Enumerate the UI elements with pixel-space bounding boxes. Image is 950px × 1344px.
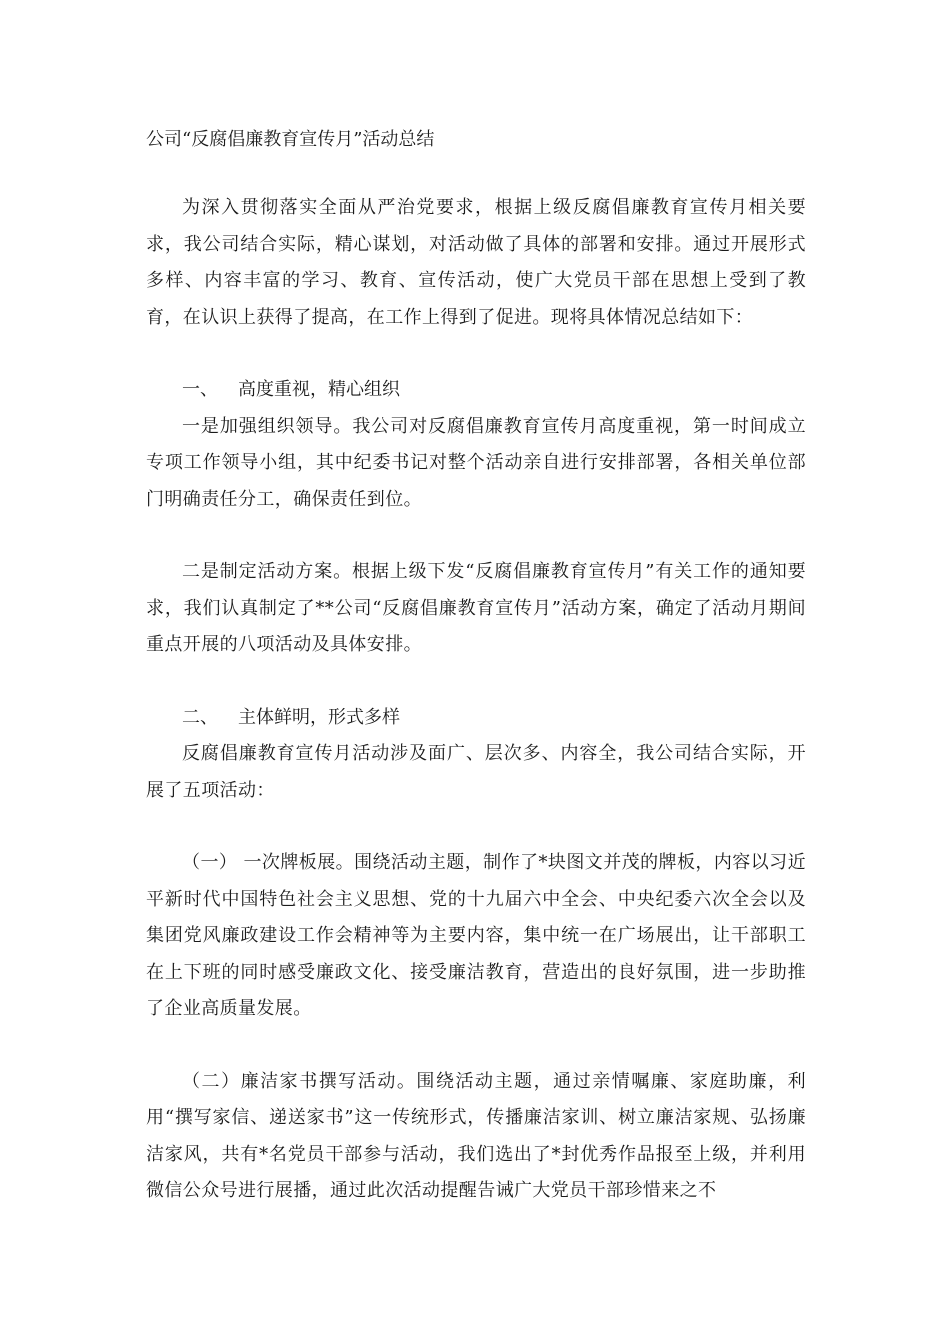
section-2-item-2: （二）廉洁家书撰写活动。围绕活动主题，通过亲情嘱廉、家庭助廉，利用“撰写家信、递送家书”这一传统形式，传播廉洁家训、树立廉洁家规、弘扬廉洁家风，共有*名党员干部参与活动，我们选出了*封优秀作品报至上级，并利用微信公众号进行展播，通过此次活动提醒告诫广大党员干部珍惜来之不 [146,1070,806,1201]
document-page [146,122,806,1210]
section-2-number: 二、 [182,706,218,728]
section-1-heading [146,372,806,409]
section-2-title: 主体鲜明，形式多样 [238,706,400,728]
section-2-paragraph-1: 反腐倡廉教育宣传月活动涉及面广、层次多、内容全，我公司结合实际，开展了五项活动： [146,743,806,801]
intro-paragraph: 为深入贯彻落实全面从严治党要求，根据上级反腐倡廉教育宣传月相关要求，我公司结合实际，精心谋划，对活动做了具体的部署和安排。通过开展形式多样、内容丰富的学习、教育、宣传活动，使广大党员干部在思想上受到了教育，在认识上获得了提高，在工作上得到了促进。现将具体情况总结如下： [146,197,806,328]
section-1-title: 高度重视，精心组织 [238,379,400,400]
section-1-paragraph-2: 二是制定活动方案。根据上级下发“反腐倡廉教育宣传月”有关工作的通知要求，我们认真制定了**公司“反腐倡廉教育宣传月”活动方案，确定了活动月期间重点开展的八项活动及具体安排。 [146,561,806,655]
document-title: 公司“反腐倡廉教育宣传月”活动总结 [146,129,435,150]
section-2-item-1: （一） 一次牌板展。围绕活动主题，制作了*块图文并茂的牌板，内容以习近平新时代中国特色社会主义思想、党的十九届六中全会、中央纪委六次全会以及集团党风廉政建设工作会精神等为主要内容，集中统一在广场展出，让干部职工在上下班的同时感受廉政文化、接受廉洁教育，营造出的良好氛围，进一步助推了企业高质量发展。 [146,852,806,1019]
section-1-paragraph-1: 一是加强组织领导。我公司对反腐倡廉教育宣传月高度重视，第一时间成立专项工作领导小组，其中纪委书记对整个活动亲自进行安排部署，各相关单位部门明确责任分工，确保责任到位。 [146,415,806,510]
section-2-heading [146,700,806,737]
section-1-number: 一、 [182,379,218,400]
